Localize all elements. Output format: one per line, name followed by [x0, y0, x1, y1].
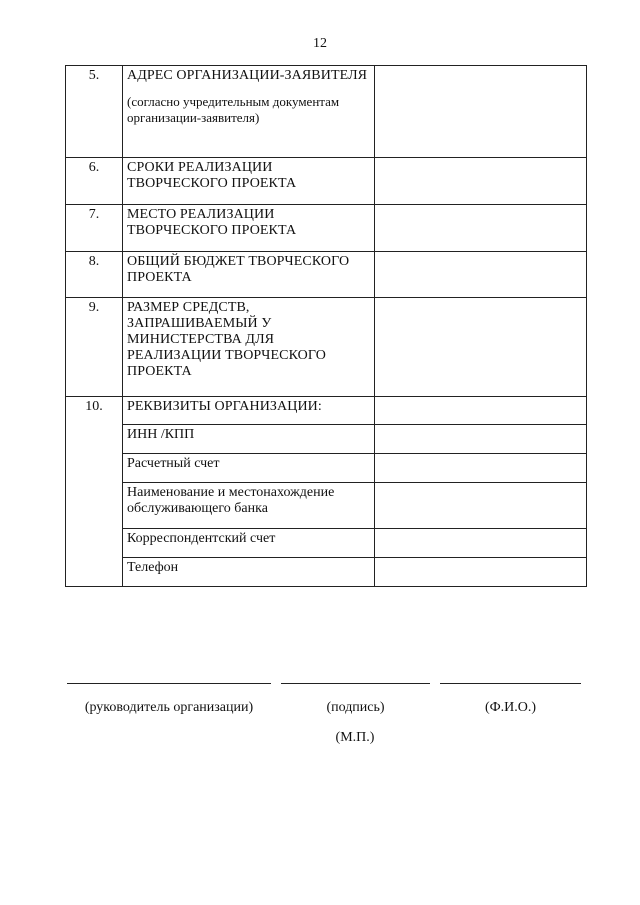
head-of-organization-label: (руководитель организации) — [84, 700, 254, 715]
settlement-account-value[interactable] — [375, 454, 587, 483]
table-row — [66, 454, 587, 483]
requested-funds-value[interactable] — [375, 298, 587, 397]
implementation-place-value[interactable] — [375, 205, 587, 252]
table-row — [66, 66, 587, 158]
row-label — [123, 66, 375, 158]
row-number: 7. — [66, 205, 123, 252]
table-row — [66, 558, 587, 587]
signature-line[interactable] — [281, 683, 430, 684]
correspondent-account-label: Корреспондентский счет — [123, 529, 375, 558]
implementation-period-value[interactable] — [375, 158, 587, 205]
total-budget-label: ОБЩИЙ БЮДЖЕТ ТВОРЧЕСКОГО ПРОЕКТА — [123, 252, 375, 298]
total-budget-value[interactable] — [375, 252, 587, 298]
application-form-table — [65, 65, 587, 587]
row-number: 5. — [66, 66, 123, 158]
implementation-place-label: МЕСТО РЕАЛИЗАЦИИ ТВОРЧЕСКОГО ПРОЕКТА — [123, 205, 375, 252]
table-row — [66, 483, 587, 529]
stamp-place-label: (М.П.) — [335, 730, 375, 745]
table-row — [66, 529, 587, 558]
requisites-label: РЕКВИЗИТЫ ОРГАНИЗАЦИИ: — [123, 397, 375, 425]
settlement-account-label: Расчетный счет — [123, 454, 375, 483]
signature-label: (подпись) — [326, 700, 385, 715]
implementation-period-label: СРОКИ РЕАЛИЗАЦИИ ТВОРЧЕСКОГО ПРОЕКТА — [123, 158, 375, 205]
full-name-label: (Ф.И.О.) — [484, 700, 537, 715]
table-row — [66, 158, 587, 205]
phone-label: Телефон — [123, 558, 375, 587]
table-row — [66, 397, 587, 425]
full-name-line[interactable] — [440, 683, 581, 684]
head-signature-line[interactable] — [67, 683, 271, 684]
row-number: 8. — [66, 252, 123, 298]
table-row — [66, 252, 587, 298]
table-row — [66, 298, 587, 397]
bank-name-value[interactable] — [375, 483, 587, 529]
page-number: 12 — [313, 36, 327, 51]
requisites-value[interactable] — [375, 397, 587, 425]
row-number: 9. — [66, 298, 123, 397]
row-number: 10. — [66, 397, 123, 587]
inn-kpp-value[interactable] — [375, 425, 587, 454]
bank-name-label: Наименование и местонахождение обслуживающего банка — [123, 483, 375, 529]
requested-funds-label: РАЗМЕР СРЕДСТВ, ЗАПРАШИВАЕМЫЙ У МИНИСТЕРСТВА ДЛЯ РЕАЛИЗАЦИИ ТВОРЧЕСКОГО ПРОЕКТА — [123, 298, 375, 397]
table-row — [66, 425, 587, 454]
organization-address-label: АДРЕС ОРГАНИЗАЦИИ-ЗАЯВИТЕЛЯ — [127, 68, 368, 83]
inn-kpp-label: ИНН /КПП — [123, 425, 375, 454]
organization-address-value[interactable] — [375, 66, 587, 158]
phone-value[interactable] — [375, 558, 587, 587]
table-row — [66, 205, 587, 252]
correspondent-account-value[interactable] — [375, 529, 587, 558]
row-number: 6. — [66, 158, 123, 205]
organization-address-note: (согласно учредительным документам организации-заявителя) — [127, 94, 340, 125]
